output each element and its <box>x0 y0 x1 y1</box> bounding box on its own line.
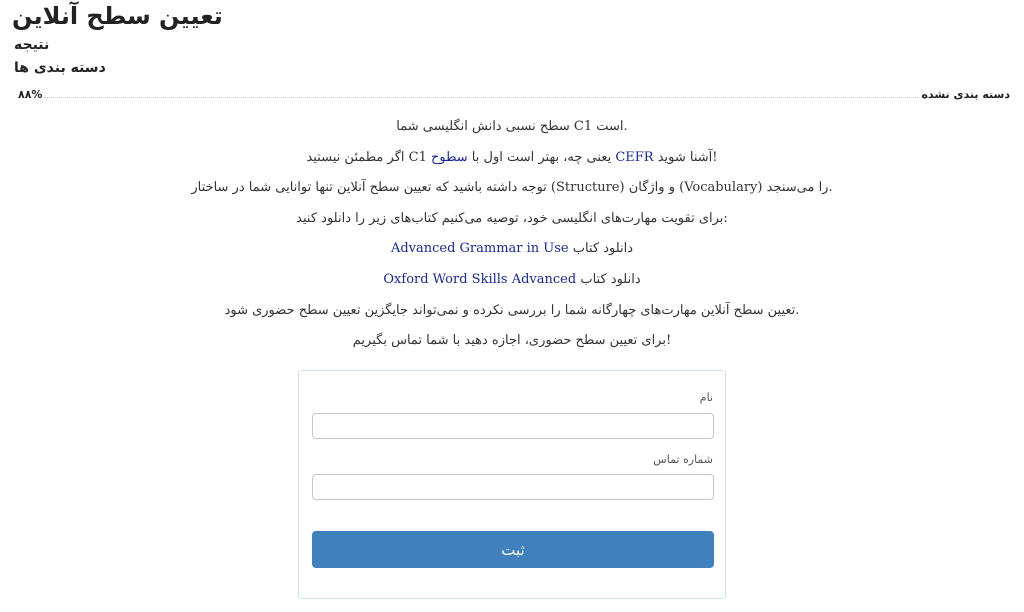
name-field[interactable] <box>312 413 714 439</box>
levels-link[interactable]: سطوح <box>430 149 468 165</box>
category-name: دسته بندی نشده <box>921 88 1010 101</box>
result-heading: نتیجه <box>14 37 50 53</box>
book-download-grammar: دانلود کتاب Advanced Grammar in Use <box>390 241 634 257</box>
level-statement: .است C1 سطح نسبی دانش انگلیسی شما <box>396 119 628 134</box>
page-title: تعیین سطح آنلاین <box>12 2 223 30</box>
cefr-paragraph: !آشنا شوید CEFR یعنی چه، بهتر است اول با سطوح C1 اگر مطمئن نیستید <box>306 149 718 165</box>
phone-label: شماره تماس <box>653 453 713 466</box>
category-percent: ۸۸% <box>18 88 43 101</box>
category-progress-line <box>44 97 930 98</box>
submit-button[interactable]: ثبت <box>312 531 714 568</box>
book-download-word-skills: دانلود کتاب Oxford Word Skills Advanced <box>383 271 641 287</box>
oxford-word-skills-link[interactable]: Oxford Word Skills Advanced <box>383 271 577 287</box>
name-label: نام <box>699 391 713 404</box>
result-content <box>0 112 1024 357</box>
books-intro: :برای تقویت مهارت‌های انگلیسی خود، توصیه می‌کنیم کتاب‌های زیر را دانلود کنید <box>296 210 728 226</box>
category-progress-row <box>10 88 1010 104</box>
measure-note: .را می‌سنجد (Vocabulary) و واژگان (Structure) توجه داشته باشید که تعیین سطح آنلاین تنها توانایی شما در ساختار <box>191 180 833 196</box>
disclaimer: .تعیین سطح آنلاین مهارت‌های چهارگانه شما را بررسی نکرده و نمی‌تواند جایگزین تعیین سطح حضوری شود <box>224 302 800 318</box>
advanced-grammar-link[interactable]: Advanced Grammar in Use <box>390 241 569 257</box>
contact-form <box>298 370 726 599</box>
categories-heading: دسته بندی ها <box>14 60 106 76</box>
phone-field[interactable] <box>312 474 714 500</box>
cefr-link[interactable]: CEFR <box>615 149 654 165</box>
contact-request: !برای تعیین سطح حضوری، اجازه دهید با شما تماس بگیریم <box>352 333 672 349</box>
